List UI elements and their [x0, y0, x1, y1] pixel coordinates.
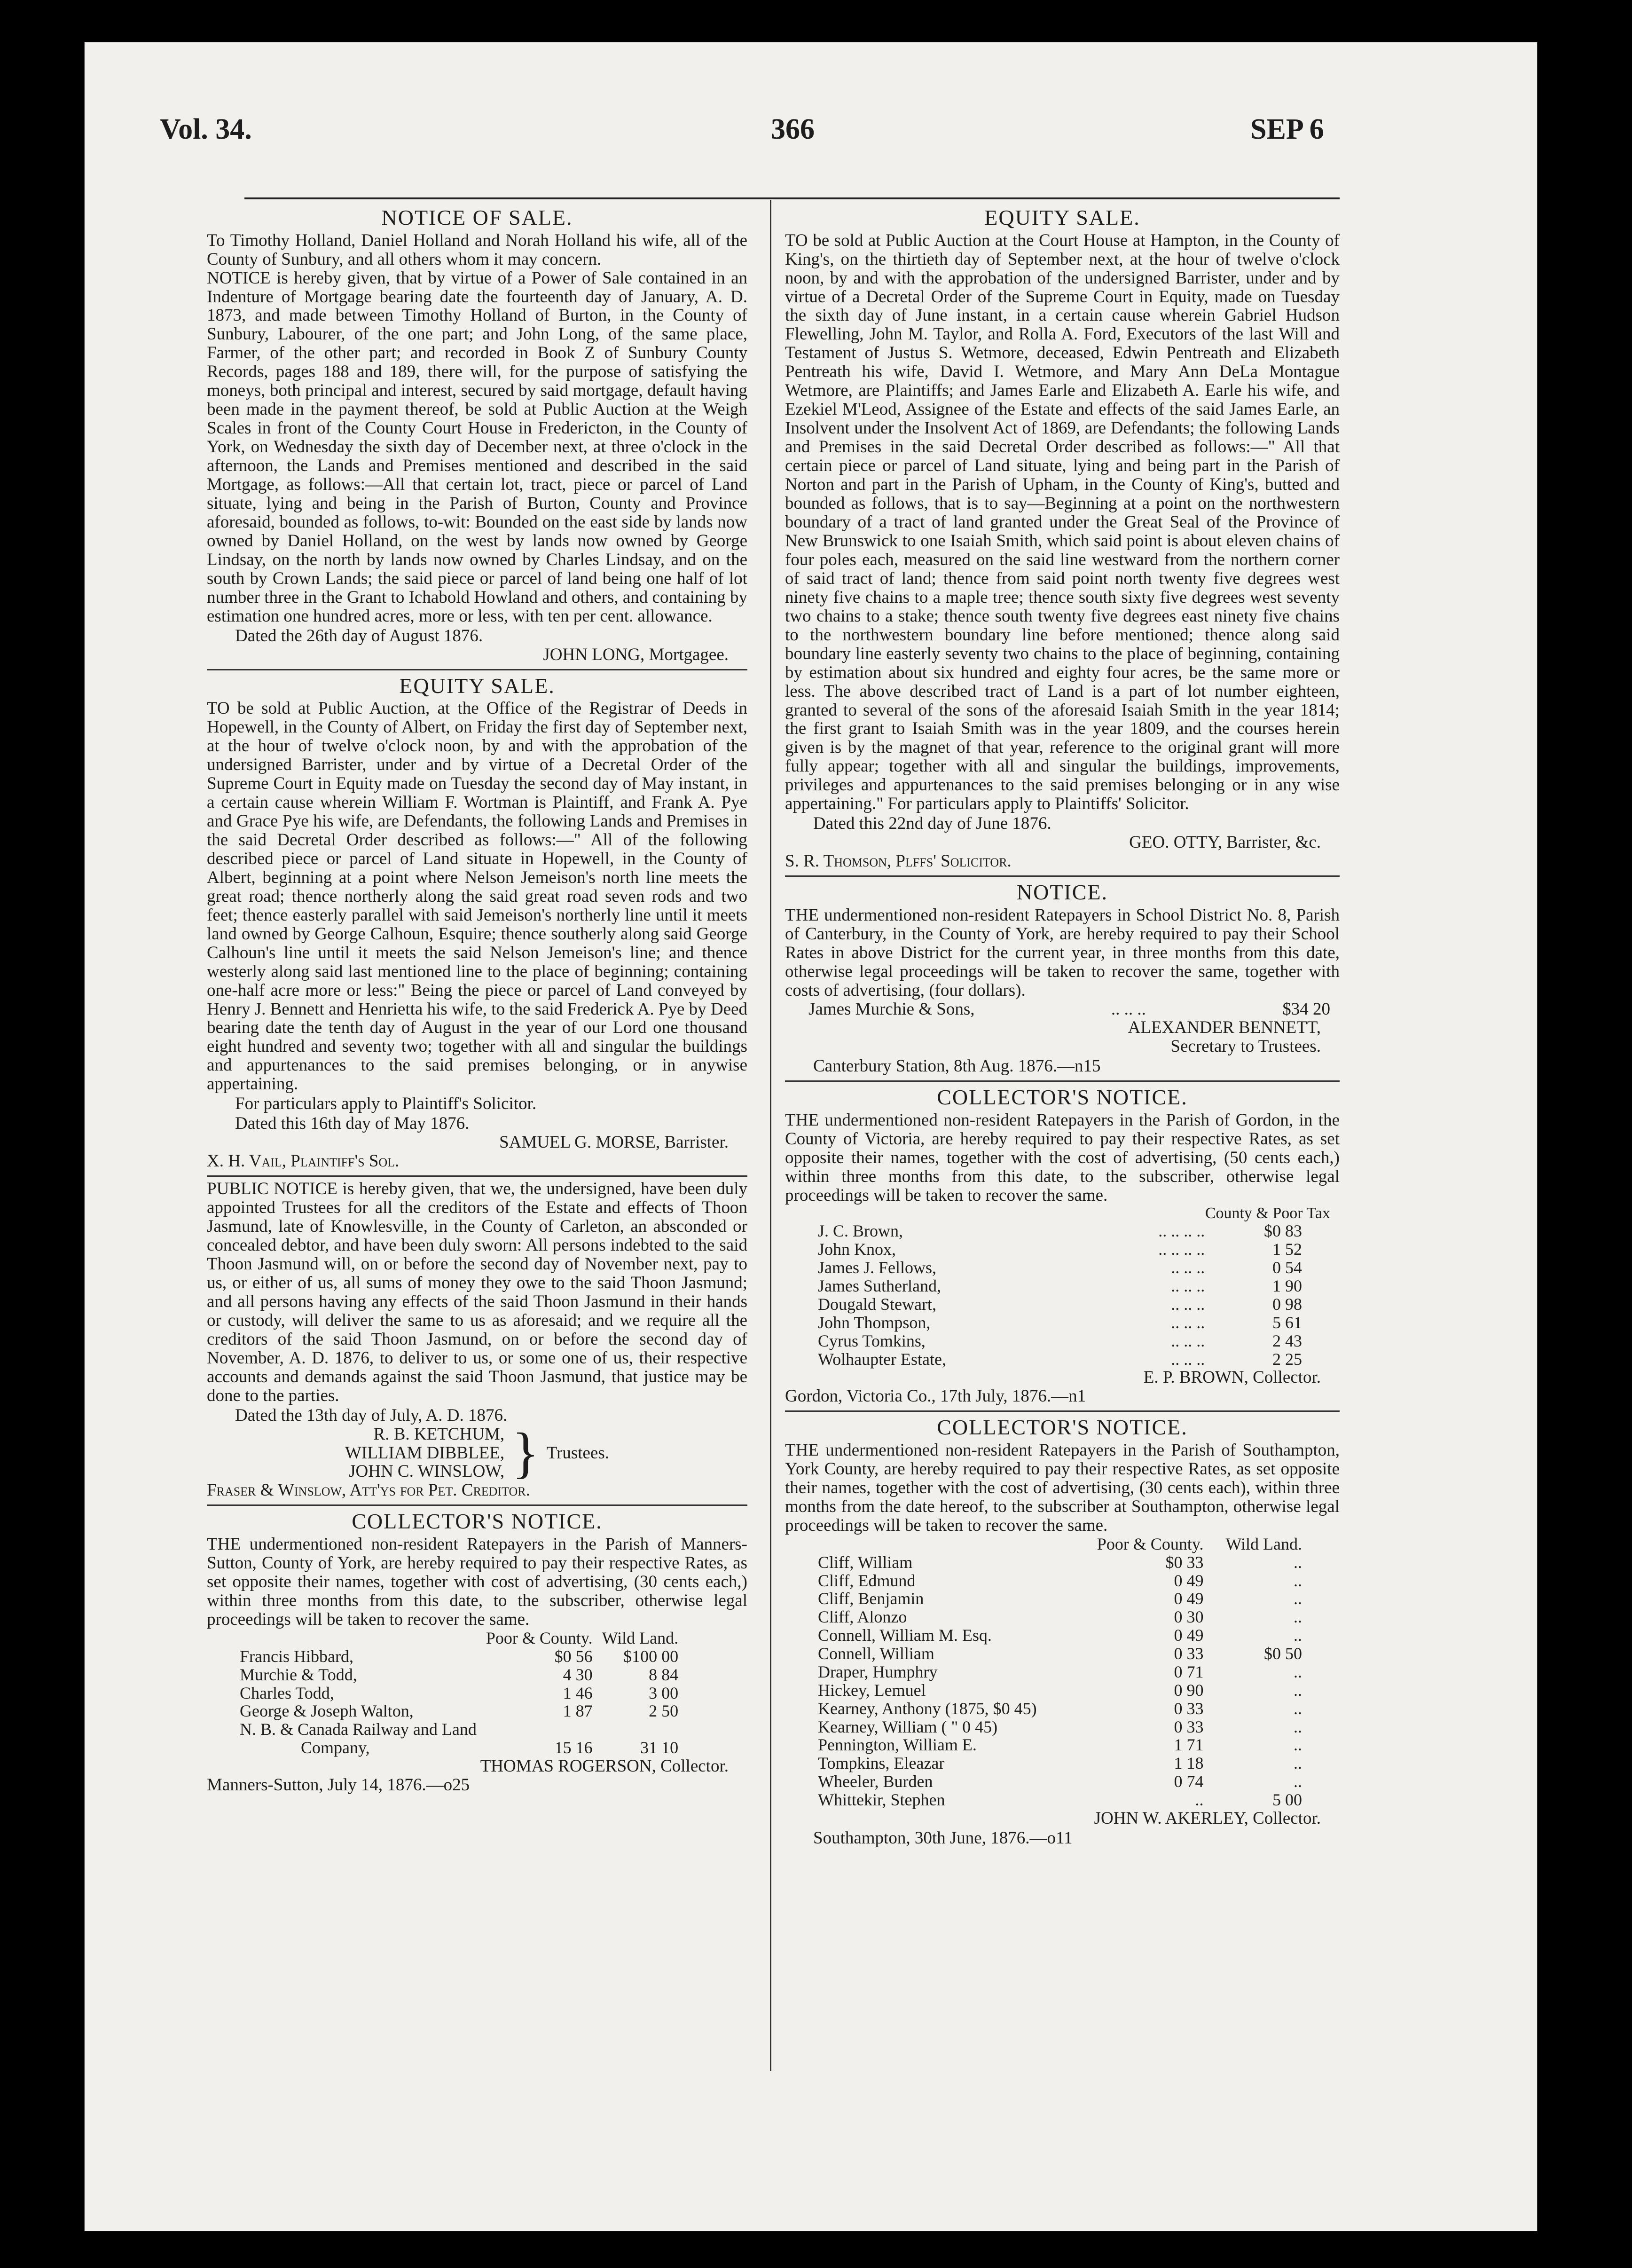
ratepayer-name: N. B. & Canada Railway and Land [240, 1720, 477, 1739]
table-row [813, 1700, 1307, 1718]
rates-table [235, 1629, 683, 1757]
ratepayer-name: Connell, William M. Esq. [818, 1626, 992, 1645]
column-header: County & Poor Tax [1205, 1204, 1330, 1222]
leader-dots: .. .. .. [1171, 1276, 1205, 1296]
notice-place-date: Southampton, 30th June, 1876.—o11 [813, 1828, 1073, 1848]
rate-amount: .. [1294, 1680, 1302, 1700]
leader-dots: .. .. .. [1171, 1331, 1205, 1350]
ratepayer-name: Cyrus Tomkins, [818, 1331, 926, 1350]
table-row [813, 1332, 1307, 1350]
ratepayer-name: Cliff, William [818, 1552, 913, 1572]
ratepayer-name: James Sutherland, [818, 1276, 941, 1296]
ratepayer-name: John Knox, [818, 1240, 896, 1259]
table-row [813, 1681, 1307, 1700]
table-row [813, 1314, 1307, 1332]
notice-solicitor: X. H. Vail, Plaintiff's Sol. [207, 1151, 400, 1171]
notice-date: Dated this 22nd day of June 1876. [813, 814, 1051, 834]
rate-amount: 1 71 [1174, 1735, 1204, 1755]
rates-table [813, 1222, 1307, 1368]
column-header: Poor & County. [1097, 1534, 1204, 1553]
rate-amount: 1 90 [1272, 1276, 1302, 1296]
notice-divider [207, 1175, 747, 1177]
leader-dots: .. .. .. [1171, 1294, 1205, 1314]
table-row [235, 1702, 683, 1720]
rate-amount: .. [1294, 1552, 1302, 1572]
table-row [813, 1663, 1307, 1681]
notice-body: TO be sold at Public Auction, at the Office of the Registrar of Deeds in Hopewell, in the County of Albert, on Friday the first day of September next, at the hour of twelve o'clock noon, by and with the approbation of the undersigned Barrister, under and by virtue of a Decretal Order of the Supreme Court in Equity made on Tuesday the second day of May instant, in a certain cause wherein William F. Wortman is Plaintiff, and Frank A. Pye and Grace Pye his wife, are Defendants, the following Lands and Premises in the said Decretal Order described as follows:—" All of the following described piece or parcel of Land situate in Hopewell, in the County of Albert, beginning at a point where Nelson Jemeison's north line meets the great road; thence northerly along the said great road seven rods and two feet; thence easterly parallel with said Jemeison's northerly line until it meets land owned by George Calhoun, Esquire; thence southerly along said George Calhoun's line until it meets the said Nelson Jemeison's line; and thence westerly along said last mentioned line to the place of beginning; containing one-half acre more or less:" Being the piece or parcel of Land conveyed by Henry J. Bennett and Henrietta his wife, to the said Frederick A. Pye by Deed bearing date the tenth day of August in the year of our Lord one thousand eight hundred and seventy two; together with all and singular the buildings and appurtenances to the said premises belonging, or in anywise appertaining. [207, 699, 747, 1094]
rate-amount [597, 1720, 683, 1739]
rate-amount: 15 16 [554, 1738, 593, 1757]
notice-attorney: Fraser & Winslow, Att'ys for Pet. Creditor. [207, 1480, 530, 1500]
table-row [235, 1666, 683, 1684]
rate-amount: .. [1195, 1790, 1204, 1810]
public-notice-trustees [207, 1180, 747, 1500]
table-row [813, 1277, 1307, 1295]
rate-amount: 8 84 [649, 1665, 679, 1684]
column-header: Wild Land. [1225, 1534, 1302, 1553]
notice-body: NOTICE is hereby given, that by virtue of a Power of Sale contained in an Indenture of Mortgage bearing date the fourteenth day of January, A. D. 1873, and made between Timothy Holland of Burton, in the County of Sunbury, Labourer, of the one part; and John Long, of the same place, Farmer, of the other part; and recorded in Book Z of Sunbury County Records, pages 188 and 189, there will, for the purpose of satisfying the moneys, both principal and interest, secured by said mortgage, default having been made in the payment thereof, be sold at Public Auction at the Weigh Scales in front of the County Court House in Fredericton, in the County of York, on Wednesday the sixth day of December next, at three o'clock in the afternoon, the Lands and Premises mentioned and described in the said Mortgage, as follows:—All that certain lot, tract, piece or parcel of Land situate, lying and being in the Parish of Burton, County and Province aforesaid, bounded as follows, to-wit: Bounded on the east side by lands now owned by Daniel Holland, on the west by lands now owned by George Lindsay, on the north by lands now owned by Charles Lindsay, and on the south by Crown Lands; the said piece or parcel of land being one half of lot number three in the Grant to Ichabold Howland and others, and containing by estimation one hundred acres, more or less, with ten per cent. allowance. [207, 268, 747, 626]
column-header: Poor & County. [486, 1628, 593, 1647]
notice-body: THE undermentioned non-resident Ratepayers in School District No. 8, Parish of Canterbury, in the County of York, are hereby required to pay their School Rates in above District for the current year, in three months from this date, otherwise legal proceedings will be taken to recover the same, together with costs of advertising, (four dollars). [785, 905, 1340, 1000]
rate-amount: $0 56 [554, 1646, 593, 1666]
notice-body: TO be sold at Public Auction at the Court House at Hampton, in the County of King's, on the thirtieth day of September next, at the hour of twelve o'clock noon, by and with the approbation of the undersigned Barrister, under and by virtue of a Decretal Order of the Supreme Court in Equity, made on Tuesday the sixth day of June instant, in a certain cause wherein Gabriel Hudson Flewelling, John M. Taylor, and Rolla A. Ford, Executors of the last Will and Testament of Justus S. Wetmore, deceased, Edwin Pentreath and Elizabeth Pentreath his wife, David I. Wetmore, and Mary Ann DeLa Montague Wetmore, are Plaintiffs; and James Earle and Elizabeth A. Earle his wife, and Ezekiel M'Leod, Assignee of the Estate and effects of the said James Earle, an Insolvent under the Insolvent Act of 1869, are Defendants; the following Lands and Premises in the said Decretal Order described as follows:—" All that certain piece or parcel of Land situate, lying and being part in the Parish of Norton and part in the Parish of Upham, in the County of King's, butted and bounded as follows, that is to say—Beginning at a point on the northwestern boundary of a tract of land granted under the Great Seal of the Province of New Brunswick to one Isaiah Smith, which said point is about eleven chains of four poles each, measured on the said line westward from the northern corner of said tract of land; thence from said point north twenty five degrees west ninety five chains to a maple tree; thence south sixty five degrees west seventy two chains to a stake; thence south twenty five degrees east ninety five chains to the northwestern boundary line before mentioned; thence along said boundary line easterly seventy two chains to the place of beginning, containing by estimation about six hundred and eighty four acres, be the same more or less. The above described tract of Land is a part of lot number eighteen, granted to several of the sons of the aforesaid Isaiah Smith in the year 1814; the first grant to Isaiah Smith was in the year 1809, and the courses herein given is by the magnet of that year, reference to the original grant will more fully appear; together with all and singular the buildings, improvements, privileges and appurtenances to the said premises belonging or in any wise appertaining." For particulars apply to Plaintiffs' Solicitor. [785, 230, 1340, 814]
leader-dots: .. .. .. .. [1158, 1221, 1205, 1241]
ratepayer-name: Francis Hibbard, [240, 1646, 353, 1666]
ratepayer-name: Whittekir, Stephen [818, 1790, 945, 1810]
rate-amount: 2 25 [1272, 1349, 1302, 1369]
ratepayer-name: James Murchie & Sons, [808, 999, 975, 1019]
table-row [813, 1222, 1307, 1240]
ratepayer-name: Tompkins, Eleazar [818, 1754, 945, 1773]
leader-dots: .. .. .. [1171, 1349, 1205, 1369]
table-row [813, 1240, 1307, 1259]
table-row [235, 1720, 683, 1739]
notice-signature: SAMUEL G. MORSE, Barrister. [499, 1133, 729, 1152]
notice-signature-title: Secretary to Trustees. [1170, 1037, 1321, 1056]
notice-divider [785, 875, 1340, 877]
column-divider [770, 200, 771, 2071]
notice-divider [785, 1080, 1340, 1082]
notice-addressees: To Timothy Holland, Daniel Holland and Norah Holland his wife, all of the County of Sunbury, and all others whom it may concern. [207, 230, 747, 269]
rate-amount: 1 18 [1174, 1754, 1204, 1773]
ratepayer-name: George & Joseph Walton, [240, 1701, 414, 1721]
rate-amount: $0 83 [1264, 1221, 1302, 1241]
rate-amount: .. [1294, 1754, 1302, 1773]
rate-amount [481, 1720, 597, 1739]
rate-amount: 0 33 [1174, 1644, 1204, 1663]
trustee-name: R. B. KETCHUM, [373, 1424, 505, 1444]
table-row [785, 1000, 1340, 1019]
notice-title: NOTICE OF SALE. [381, 205, 573, 229]
school-rates-notice [785, 881, 1340, 1076]
ratepayer-name: John Thompson, [818, 1313, 931, 1332]
table-row [813, 1572, 1307, 1590]
rate-amount: 0 49 [1174, 1571, 1204, 1590]
notice-title: COLLECTOR'S NOTICE. [937, 1085, 1188, 1110]
rate-amount: 0 98 [1272, 1294, 1302, 1314]
trustee-name: JOHN C. WINSLOW, [349, 1462, 505, 1481]
table-row [235, 1684, 683, 1702]
table-row [813, 1590, 1307, 1608]
notice-body: THE undermentioned non-resident Ratepayers in the Parish of Manners-Sutton, County of York, are hereby required to pay their respective Rates, as set opposite their names, together with cost of advertising, (30 cents each,) within three months from this date, to the subscriber, otherwise legal proceedings will be taken to recover the same. [207, 1535, 747, 1629]
rate-amount: 0 74 [1174, 1772, 1204, 1791]
table-row [813, 1608, 1307, 1626]
ratepayer-name: Charles Todd, [240, 1683, 334, 1702]
ratepayer-name: Murchie & Todd, [240, 1665, 357, 1684]
rate-amount: 31 10 [640, 1738, 679, 1757]
ratepayer-name: J. C. Brown, [818, 1221, 903, 1241]
ratepayer-name: Wheeler, Burden [818, 1772, 933, 1791]
notice-date: Dated the 26th day of August 1876. [235, 626, 483, 646]
notice-signature: ALEXANDER BENNETT, [1128, 1018, 1321, 1038]
leader-dots: .. .. .. .. [1158, 1240, 1205, 1259]
rate-amount: .. [1294, 1607, 1302, 1627]
ratepayer-name: Kearney, William ( " 0 45) [818, 1717, 998, 1736]
rate-amount: 5 61 [1272, 1313, 1302, 1332]
rate-amount: 1 87 [563, 1701, 593, 1721]
rate-amount: 1 52 [1272, 1240, 1302, 1259]
ratepayer-name: Connell, William [818, 1644, 934, 1663]
notice-signature: JOHN LONG, Mortgagee. [543, 645, 729, 664]
ratepayer-name: Kearney, Anthony (1875, $0 45) [818, 1699, 1037, 1718]
trustee-signatures [207, 1421, 747, 1484]
rate-amount: $100 00 [623, 1646, 679, 1666]
rate-amount: 0 49 [1174, 1589, 1204, 1608]
rate-amount: 0 33 [1174, 1699, 1204, 1718]
right-column [785, 202, 1340, 1851]
leader-dots: .. .. .. [1171, 1258, 1205, 1277]
rate-amount: $0 33 [1165, 1552, 1204, 1572]
rate-amount: 0 30 [1174, 1607, 1204, 1627]
rate-amount: .. [1294, 1626, 1302, 1645]
leader-dots: .. .. .. [1171, 1313, 1205, 1332]
equity-sale-hampton [785, 206, 1340, 871]
rate-amount: .. [1294, 1571, 1302, 1590]
rate-amount: $0 50 [1264, 1644, 1302, 1663]
notice-solicitor: S. R. Thomson, Plffs' Solicitor. [785, 851, 1012, 871]
rate-amount: 0 49 [1174, 1626, 1204, 1645]
rate-amount: .. [1294, 1735, 1302, 1755]
rate-amount: 3 00 [649, 1683, 679, 1702]
table-row [813, 1736, 1307, 1754]
notice-signature: THOMAS ROGERSON, Collector. [480, 1756, 729, 1776]
equity-sale-hopewell [207, 674, 747, 1171]
table-row [813, 1718, 1307, 1736]
collectors-notice-gordon [785, 1086, 1340, 1406]
notice-date: Dated this 16th day of May 1876. [235, 1114, 470, 1134]
notice-body: PUBLIC NOTICE is hereby given, that we, the undersigned, have been duly appointed Trustees for all the creditors of the Estate and effects of Thoon Jasmund, late of Knowlesville, in the County of Carleton, an absconded or concealed debtor, and have been duly sworn: All persons indebted to the said Thoon Jasmund will, on or before the second day of November next, pay to us, or either of us, all sums of money they owe to the said Thoon Jasmund; and all persons having any effects of the said Thoon Jasmund in their hands or custody, will deliver the same to us as aforesaid; and we require all the creditors of the said Thoon Jasmund, on or before the second day of November, A. D. 1876, to deliver to us, or some one of us, their respective accounts and demands against the said Thoon Jasmund, that justice may be done to the parties. [207, 1179, 747, 1405]
rates-table [813, 1535, 1307, 1809]
table-row [813, 1350, 1307, 1369]
notice-place-date: Gordon, Victoria Co., 17th July, 1876.—n1 [785, 1386, 1086, 1406]
notice-body: THE undermentioned non-resident Ratepayers in the Parish of Gordon, in the County of Victoria, are hereby required to pay their respective Rates, as set opposite their names, together with the cost of advertising, (50 cents each,) within three months from this date, to the subscriber, otherwise legal proceedings will be taken to recover the same. [785, 1110, 1340, 1205]
collectors-notice-southampton [785, 1416, 1340, 1847]
notice-signature: GEO. OTTY, Barrister, &c. [1129, 833, 1321, 852]
notice-signature: E. P. BROWN, Collector. [1143, 1368, 1321, 1387]
ratepayer-name: Cliff, Edmund [818, 1571, 916, 1590]
ratepayer-name: Company, [301, 1738, 370, 1757]
trustees-label: Trustees. [546, 1443, 609, 1463]
notice-title: COLLECTOR'S NOTICE. [937, 1415, 1188, 1440]
rate-amount: .. [1294, 1589, 1302, 1608]
ratepayer-name: Pennington, William E. [818, 1735, 977, 1755]
notice-title: EQUITY SALE. [984, 205, 1140, 229]
table-row [813, 1553, 1307, 1572]
table-row [813, 1259, 1307, 1277]
ratepayer-name: Hickey, Lemuel [818, 1680, 926, 1700]
notice-date: Dated the 13th day of July, A. D. 1876. [235, 1405, 508, 1425]
notice-body: THE undermentioned non-resident Ratepayers in the Parish of Southampton, York County, are hereby required to pay their respective Rates, as set opposite their names, together with the cost of advertising, (30 cents each), within three months from the date hereof, to the subscriber at Southampton, otherwise legal proceedings will be taken to recover the same. [785, 1441, 1340, 1535]
page-number: 366 [771, 113, 815, 145]
notice-title: COLLECTOR'S NOTICE. [352, 1509, 603, 1534]
notice-place-date: Canterbury Station, 8th Aug. 1876.—n15 [813, 1056, 1101, 1076]
collectors-notice-manners-sutton [207, 1510, 747, 1794]
brace-glyph: } [512, 1421, 539, 1484]
rate-amount: 0 90 [1174, 1680, 1204, 1700]
notice-signature: JOHN W. AKERLEY, Collector. [1094, 1808, 1321, 1828]
issue-date: SEP 6 [1250, 113, 1324, 145]
table-row [813, 1645, 1307, 1663]
rate-amount: .. [1294, 1772, 1302, 1791]
rate-amount: 5 00 [1272, 1790, 1302, 1810]
rate-amount: .. [1294, 1662, 1302, 1681]
rate-amount: 0 54 [1272, 1258, 1302, 1277]
table-row [235, 1739, 683, 1757]
notice-divider [207, 1504, 747, 1506]
rate-amount: .. [1294, 1717, 1302, 1736]
ratepayer-name: Cliff, Benjamin [818, 1589, 924, 1608]
rate-amount: 2 50 [649, 1701, 679, 1721]
rate-amount: 0 71 [1174, 1662, 1204, 1681]
table-row [813, 1772, 1307, 1791]
notice-apply: For particulars apply to Plaintiff's Solicitor. [235, 1094, 537, 1114]
ratepayer-name: James J. Fellows, [818, 1258, 936, 1277]
notice-divider [785, 1410, 1340, 1412]
rate-amount: 0 33 [1174, 1717, 1204, 1736]
leader-dots: .. .. .. [1111, 999, 1146, 1019]
rate-amount: 1 46 [563, 1683, 593, 1702]
table-row [813, 1626, 1307, 1645]
left-column [207, 202, 747, 1797]
ratepayer-name: Draper, Humphry [818, 1662, 938, 1681]
rate-amount: 4 30 [563, 1665, 593, 1684]
rate-amount: .. [1294, 1699, 1302, 1718]
column-header: Wild Land. [602, 1628, 679, 1647]
table-row [813, 1295, 1307, 1314]
notice-place-date: Manners-Sutton, July 14, 1876.—o25 [207, 1775, 470, 1795]
trustee-name: WILLIAM DIBBLEE, [345, 1443, 505, 1463]
header-rule [244, 197, 1340, 199]
table-row [813, 1791, 1307, 1809]
table-row [813, 1754, 1307, 1772]
rate-amount: 2 43 [1272, 1331, 1302, 1350]
volume-label: Vol. 34. [160, 113, 252, 145]
notice-of-sale [207, 206, 747, 664]
table-row [235, 1647, 683, 1666]
ratepayer-name: Wolhaupter Estate, [818, 1349, 947, 1369]
notice-title: NOTICE. [1016, 880, 1108, 905]
notice-divider [207, 669, 747, 670]
notice-title: EQUITY SALE. [399, 673, 555, 698]
rate-amount: $34 20 [1282, 999, 1330, 1019]
ratepayer-name: Dougald Stewart, [818, 1294, 936, 1314]
ratepayer-name: Cliff, Alonzo [818, 1607, 907, 1627]
